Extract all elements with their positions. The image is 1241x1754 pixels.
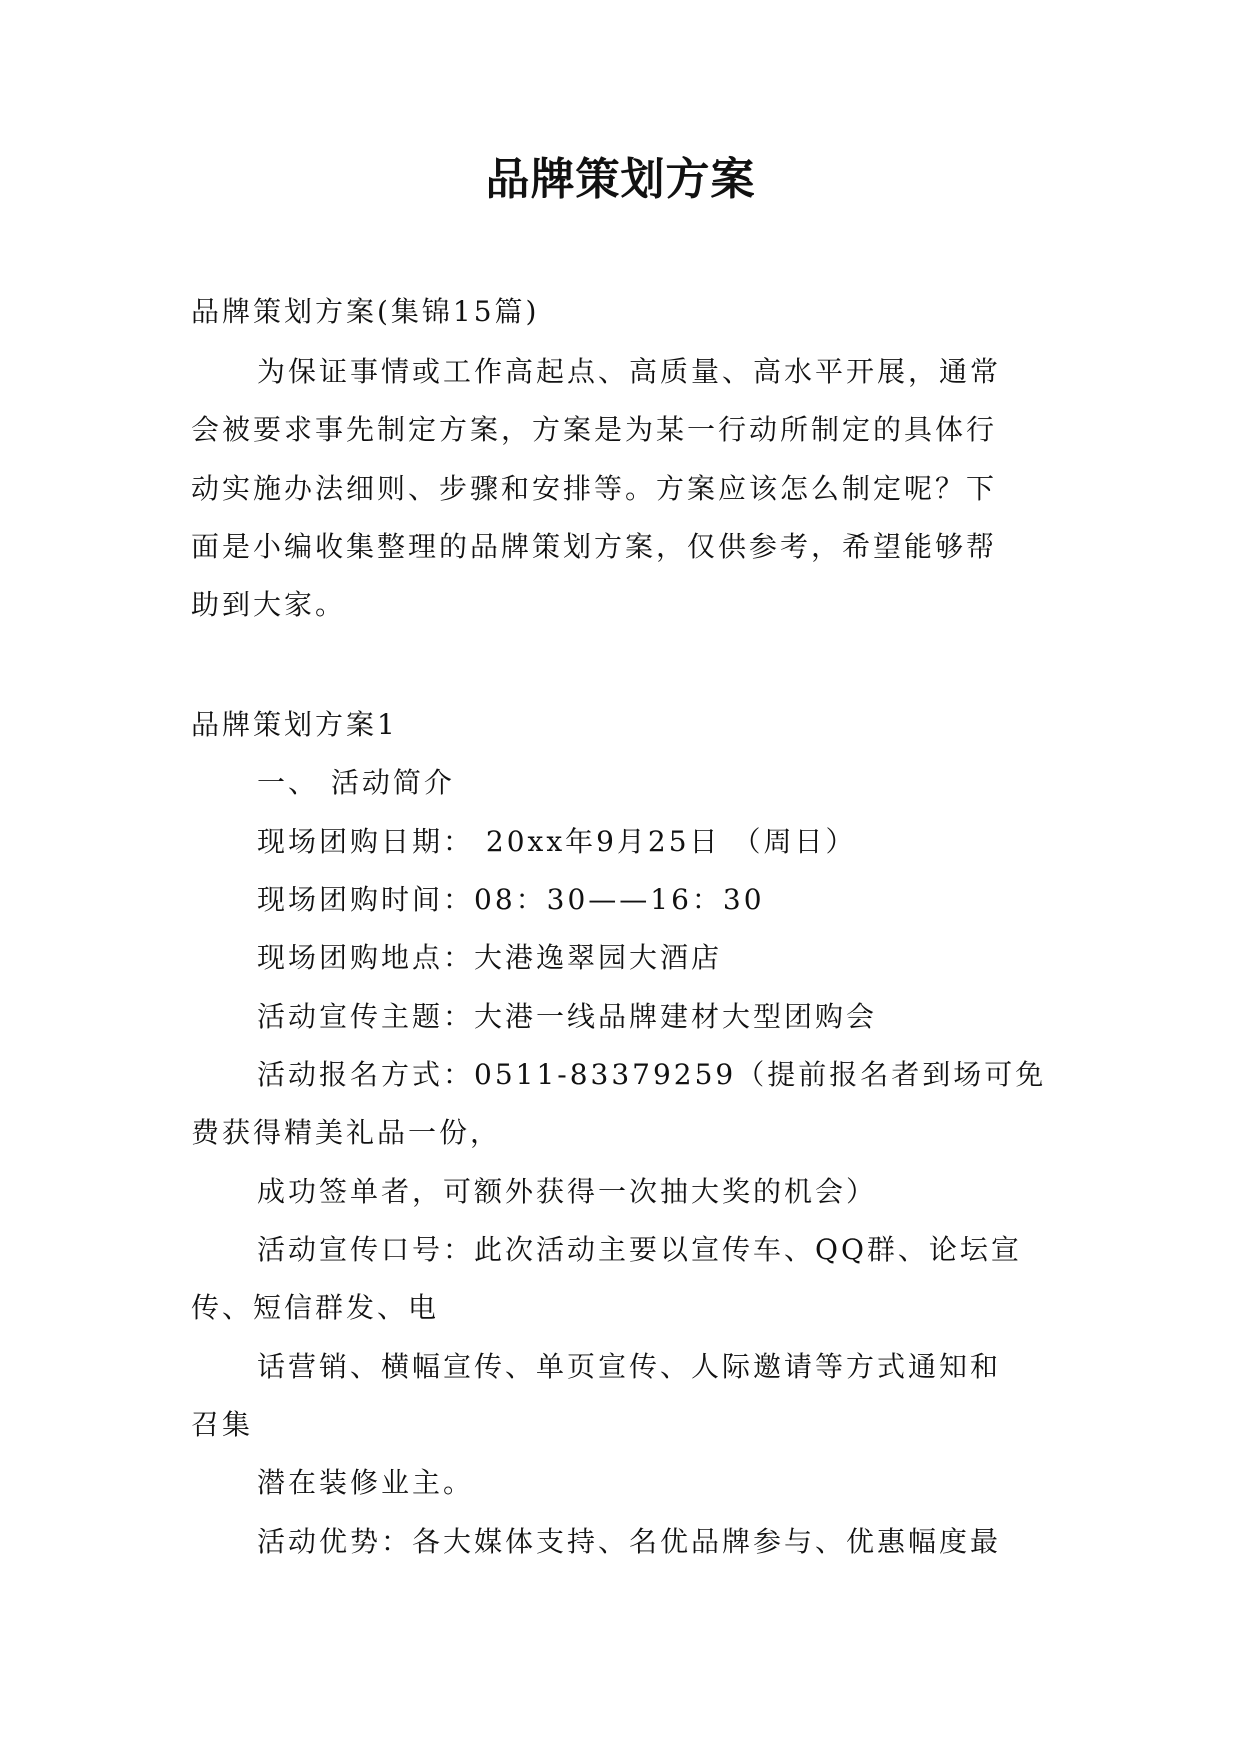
section-line: 活动报名方式：0511-83379259（提前报名者到场可免	[257, 1058, 1047, 1091]
section-line: 召集	[191, 1408, 254, 1441]
section-line: 现场团购地点：大港逸翠园大酒店	[257, 941, 723, 974]
section-heading: 品牌策划方案1	[191, 708, 398, 741]
document-subtitle: 品牌策划方案(集锦15篇)	[191, 295, 540, 328]
intro-paragraph-line: 会被要求事先制定方案，方案是为某一行动所制定的具体行	[191, 413, 998, 446]
section-line: 费获得精美礼品一份，	[191, 1116, 502, 1149]
section-line: 活动宣传口号：此次活动主要以宣传车、QQ群、论坛宣	[257, 1233, 1022, 1266]
intro-paragraph-line: 面是小编收集整理的品牌策划方案，仅供参考，希望能够帮	[191, 530, 998, 563]
intro-paragraph-line: 助到大家。	[191, 588, 347, 621]
document-title: 品牌策划方案	[485, 154, 756, 205]
section-line: 一、 活动简介	[257, 766, 455, 799]
intro-paragraph-line: 动实施办法细则、步骤和安排等。方案应该怎么制定呢？下	[191, 472, 998, 505]
section-line: 传、短信群发、电	[191, 1291, 440, 1324]
section-line: 话营销、横幅宣传、单页宣传、人际邀请等方式通知和	[257, 1350, 1002, 1383]
section-line: 现场团购日期： 20xx年9月25日 （周日）	[257, 825, 857, 858]
section-line: 活动宣传主题：大港一线品牌建材大型团购会	[257, 1000, 878, 1033]
intro-paragraph-line: 为保证事情或工作高起点、高质量、高水平开展，通常	[257, 355, 1002, 388]
section-line: 成功签单者，可额外获得一次抽大奖的机会）	[257, 1175, 878, 1208]
section-line: 现场团购时间：08：30——16：30	[257, 883, 765, 916]
section-line: 潜在装修业主。	[257, 1466, 475, 1499]
section-line: 活动优势：各大媒体支持、名优品牌参与、优惠幅度最	[257, 1525, 1002, 1558]
